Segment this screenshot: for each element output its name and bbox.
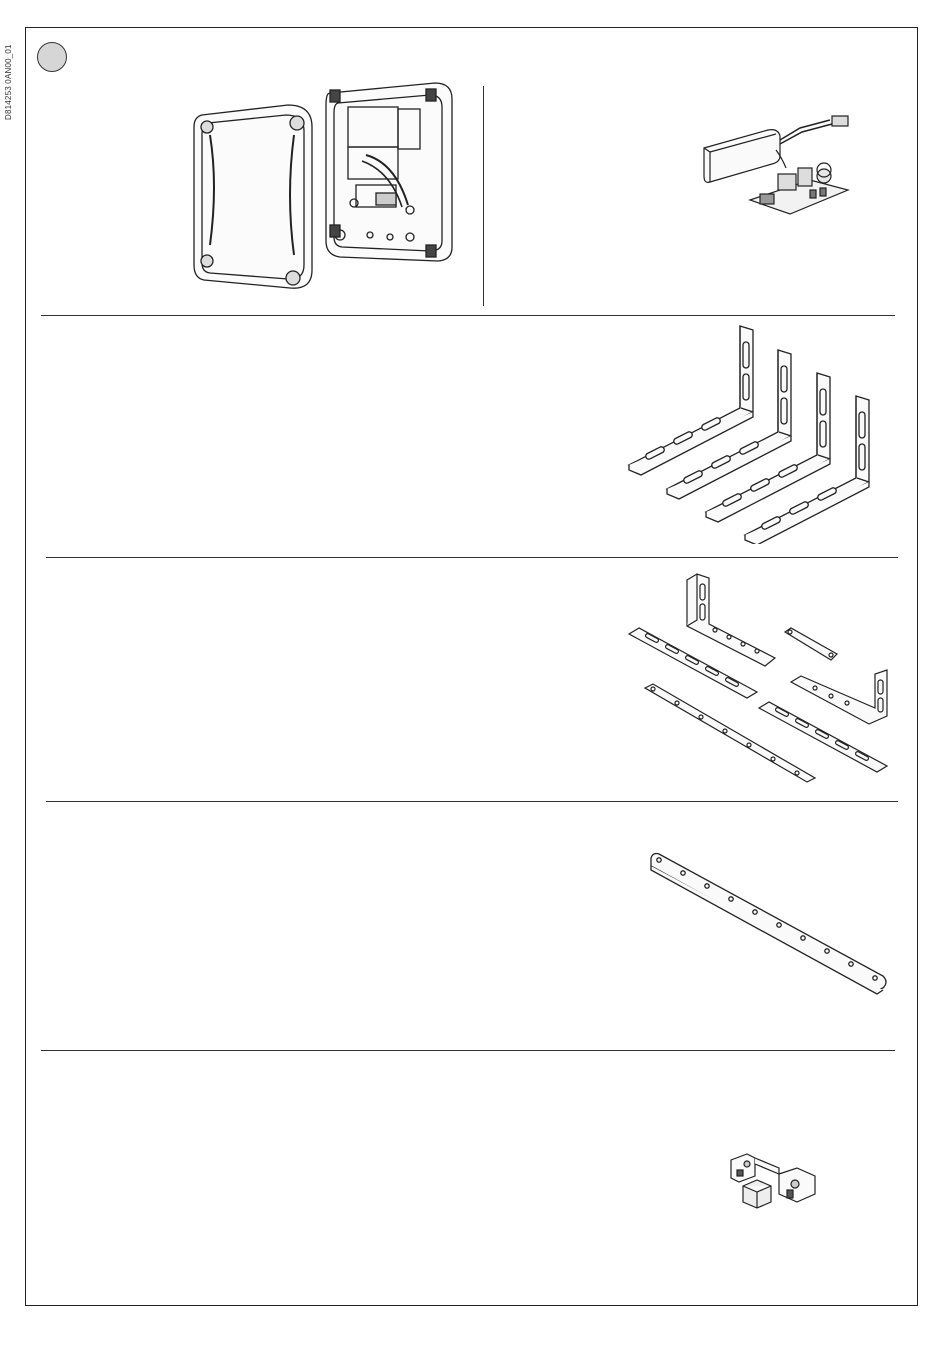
bracket-plates-illustration <box>625 570 890 790</box>
perforated-strip-illustration <box>645 848 890 998</box>
vertical-divider <box>483 86 484 306</box>
section-divider <box>46 557 898 558</box>
l-brackets-illustration <box>625 322 885 544</box>
limit-switch-illustration <box>725 1150 820 1212</box>
section-divider <box>41 315 895 316</box>
document-code: D814253 0AN00_01 <box>4 44 13 120</box>
section-marker-circle <box>37 42 67 72</box>
battery-board-illustration <box>700 110 865 220</box>
control-box-illustration <box>190 75 465 300</box>
section-divider <box>46 801 898 802</box>
section-divider <box>41 1050 895 1051</box>
